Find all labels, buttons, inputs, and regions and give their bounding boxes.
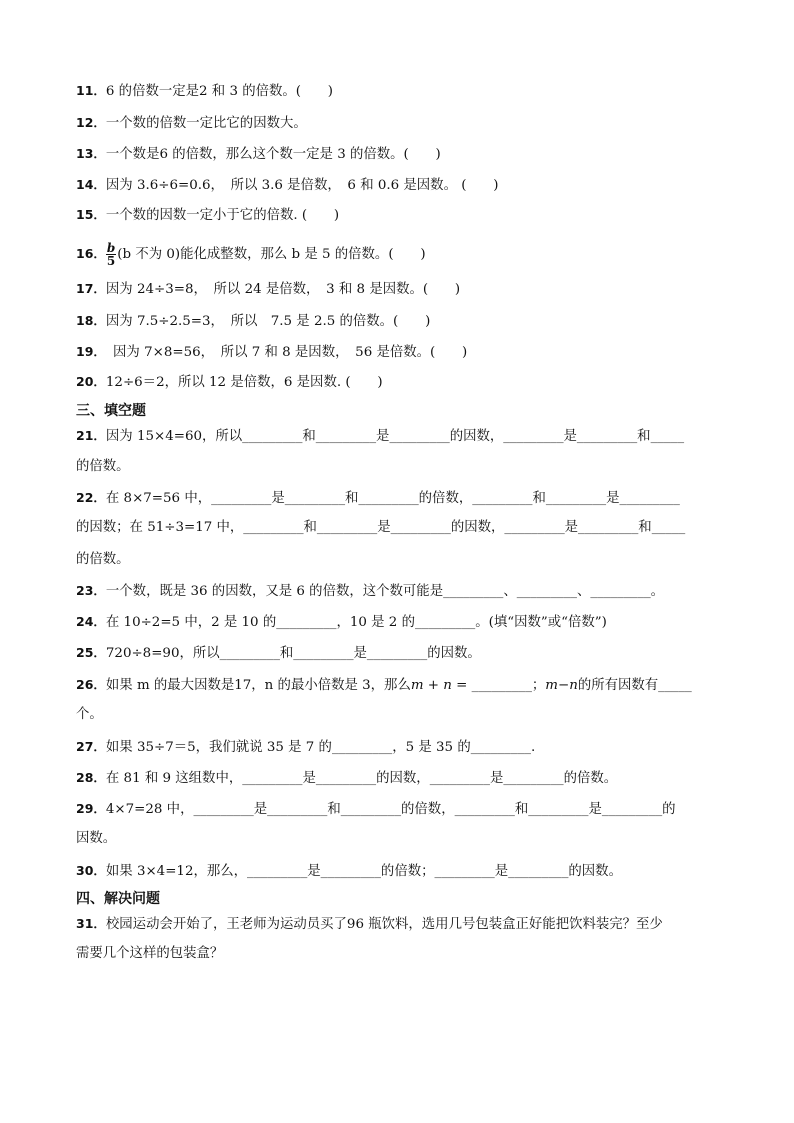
question-number: 16．: [76, 246, 106, 261]
question-21: [76, 427, 684, 446]
question-text: 一个数是6 的倍数，那么这个数一定是 3 的倍数。( ): [105, 147, 441, 162]
question-17: [76, 280, 460, 299]
question-number: 24．: [76, 614, 106, 629]
question-text: 如果 m 的最大因数是17，n 的最小倍数是 3，那么: [105, 678, 411, 693]
question-31-line-2: [76, 945, 223, 963]
fraction-numerator: b: [106, 241, 116, 255]
question-text: 一个数的倍数一定比它的因数大。: [105, 116, 307, 131]
question-number: 18．: [76, 313, 106, 328]
question-text: 因为 7.5÷2.5=3， 所以 7.5 是 2.5 的倍数。( ): [105, 314, 431, 329]
question-number: 11．: [76, 83, 106, 98]
question-number: 21．: [76, 428, 106, 443]
question-text: 因为 3.6÷6=0.6， 所以 3.6 是倍数， 6 和 0.6 是因数。 ( ): [105, 178, 499, 193]
question-24: [76, 613, 607, 632]
question-31: [76, 915, 663, 934]
section-heading-solve-problems: 四、解决问题: [76, 891, 160, 907]
question-26-line-2: [76, 706, 103, 724]
question-number: 31．: [76, 916, 106, 931]
question-18: [76, 312, 430, 331]
question-text: 一个数，既是 36 的因数，又是 6 的倍数，这个数可能是_________、_________、_________。: [105, 584, 665, 599]
question-text: 的所有因数有_____: [577, 678, 692, 693]
question-text: 的倍数。: [76, 459, 130, 474]
question-25: [76, 644, 481, 663]
math-expression-m-plus-n: m + n =: [410, 678, 468, 693]
question-text: 校园运动会开始了，王老师为运动员买了96 瓶饮料，选用几号包装盒正好能把饮料装完？至少: [105, 917, 663, 932]
question-number: 25．: [76, 645, 106, 660]
question-text: _________；: [467, 678, 546, 693]
question-text: 在 10÷2=5 中，2 是 10 的_________，10 是 2 的_________。(填“因数”或“倍数”): [105, 615, 607, 630]
question-text: 需要几个这样的包装盒？: [76, 946, 224, 961]
question-text: 720÷8=90，所以_________和_________是_________的因数。: [105, 646, 481, 661]
question-text: 如果 35÷7＝5，我们就说 35 是 7 的_________，5 是 35 的_________.: [105, 740, 536, 755]
question-21-line-2: [76, 458, 130, 476]
question-text: 如果 3×4=12，那么，_________是_________的倍数；_________是_________的因数。: [105, 864, 622, 879]
fraction-b-over-5: [106, 242, 116, 267]
question-text: 因为 7×8=56， 所以 7 和 8 是因数， 56 是倍数。( ): [99, 345, 468, 360]
question-number: 12．: [76, 115, 106, 130]
question-20: [76, 373, 383, 392]
question-27: [76, 738, 535, 757]
question-text: 个。: [76, 707, 103, 722]
question-28: [76, 769, 617, 788]
question-number: 19．: [76, 344, 100, 359]
question-number: 29．: [76, 801, 106, 816]
section-heading-fill-in: 三、填空题: [76, 403, 146, 419]
question-26: [76, 676, 692, 695]
math-expression-m-minus-n: m−n: [545, 678, 578, 693]
question-22-line-2: [76, 519, 685, 537]
question-number: 13．: [76, 146, 106, 161]
question-29-line-2: [76, 830, 116, 848]
fraction-denominator: 5: [106, 254, 116, 268]
question-number: 26．: [76, 677, 106, 692]
question-29: [76, 800, 676, 819]
question-number: 14．: [76, 177, 106, 192]
question-19: [76, 343, 467, 362]
question-text: (b 不为 0)能化成整数，那么 b 是 5 的倍数。( ): [117, 247, 426, 262]
question-number: 30．: [76, 863, 106, 878]
question-text: 4×7=28 中，_________是_________和_________的倍数，_________和_________是_________的: [105, 802, 676, 817]
question-number: 22．: [76, 490, 106, 505]
question-22-line-3: [76, 551, 130, 569]
question-text: 一个数的因数一定小于它的倍数. ( ): [105, 208, 340, 223]
question-text: 6 的倍数一定是2 和 3 的倍数。( ): [105, 84, 334, 99]
question-12: [76, 114, 307, 133]
question-number: 20．: [76, 374, 106, 389]
question-text: 的倍数。: [76, 552, 130, 567]
question-number: 27．: [76, 739, 106, 754]
question-text: 因为 15×4=60，所以_________和_________是_________的因数，_________是_________和_____: [105, 429, 685, 444]
question-16: [76, 242, 426, 267]
question-text: 在 81 和 9 这组数中，_________是_________的因数，_________是_________的倍数。: [105, 771, 618, 786]
question-23: [76, 582, 664, 601]
question-text: 12÷6＝2，所以 12 是倍数，6 是因数. ( ): [105, 375, 383, 390]
question-13: [76, 145, 441, 164]
question-14: [76, 176, 498, 195]
question-text: 因数。: [76, 831, 117, 846]
question-number: 15．: [76, 207, 106, 222]
question-11: [76, 82, 333, 101]
question-number: 17．: [76, 281, 106, 296]
question-15: [76, 206, 339, 225]
question-30: [76, 862, 622, 881]
question-text: 因为 24÷3=8， 所以 24 是倍数， 3 和 8 是因数。( ): [105, 282, 461, 297]
question-number: 28．: [76, 770, 106, 785]
question-text: 在 8×7=56 中，_________是_________和_________的倍数，_________和_________是_________: [105, 491, 680, 506]
question-22: [76, 489, 680, 508]
question-text: 的因数；在 51÷3=17 中，_________和_________是_________的因数，_________是_________和_____: [76, 520, 686, 535]
question-number: 23．: [76, 583, 106, 598]
